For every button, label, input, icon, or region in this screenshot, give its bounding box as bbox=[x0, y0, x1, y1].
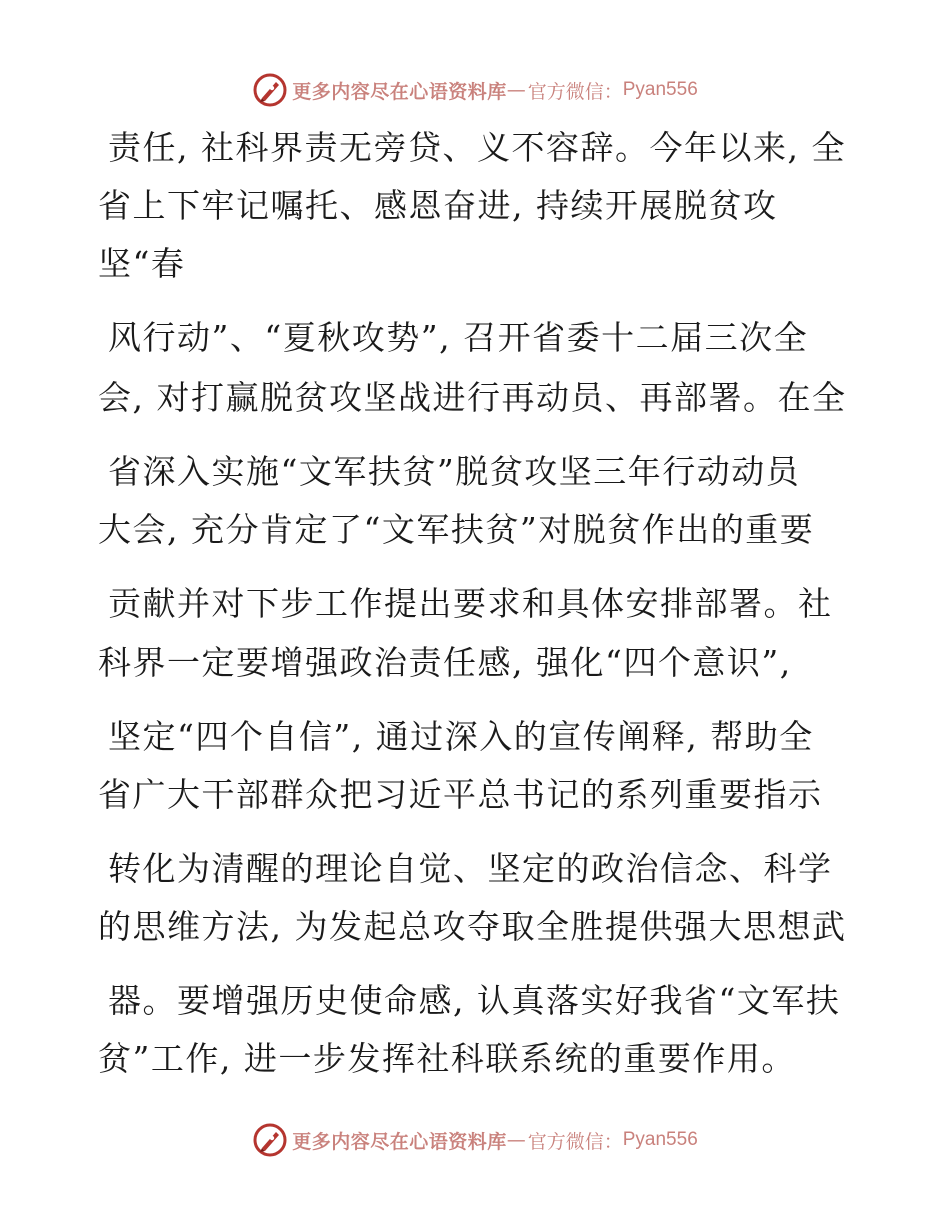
body-line: 责任, 社科界责无旁贷、义不容辞。今年以来, 全 bbox=[108, 128, 846, 167]
body-line: 贡献并对下步工作提出要求和具体安排部署。社 bbox=[108, 584, 833, 623]
pen-logo-icon bbox=[252, 72, 288, 108]
body-line: 省深入实施“文军扶贫”脱贫攻坚三年行动动员 bbox=[108, 452, 801, 491]
body-line: 科界一定要增强政治责任感, 强化“四个意识”, bbox=[98, 643, 792, 682]
banner-wechat-id: Pyan556 bbox=[622, 1129, 698, 1150]
footer-banner bbox=[0, 1118, 950, 1162]
banner-wechat-label: 官方微信： bbox=[527, 1130, 623, 1153]
body-line: 的思维方法, 为发起总攻夺取全胜提供强大思想武 bbox=[98, 907, 847, 946]
banner-brand-text: 更多内容尽在心语资料库 bbox=[292, 80, 507, 103]
banner-separator: — bbox=[506, 1129, 526, 1151]
body-line: 会, 对打赢脱贫攻坚战进行再动员、再部署。在全 bbox=[98, 378, 847, 417]
body-line: 贫”工作, 进一步发挥社科联系统的重要作用。 bbox=[98, 1039, 796, 1078]
body-line: 省广大干部群众把习近平总书记的系列重要指示 bbox=[98, 775, 823, 814]
banner-brand-text: 更多内容尽在心语资料库 bbox=[292, 1130, 507, 1153]
banner-wechat-id: Pyan556 bbox=[622, 79, 698, 100]
body-line: 坚定“四个自信”, 通过深入的宣传阐释, 帮助全 bbox=[108, 717, 814, 756]
body-line: 省上下牢记嘱托、感恩奋进, 持续开展脱贫攻 bbox=[98, 186, 778, 225]
body-line: 风行动”、“夏秋攻势”, 召开省委十二届三次全 bbox=[108, 318, 809, 357]
body-line: 器。要增强历史使命感, 认真落实好我省“文军扶 bbox=[108, 981, 841, 1020]
pen-logo-icon bbox=[252, 1122, 288, 1158]
banner-separator: — bbox=[506, 79, 526, 101]
body-line: 转化为清醒的理论自觉、坚定的政治信念、科学 bbox=[108, 849, 833, 888]
header-banner bbox=[0, 68, 950, 112]
banner-wechat-label: 官方微信： bbox=[527, 80, 623, 103]
body-line: 大会, 充分肯定了“文军扶贫”对脱贫作出的重要 bbox=[98, 510, 815, 549]
body-line: 坚“春 bbox=[98, 244, 186, 283]
